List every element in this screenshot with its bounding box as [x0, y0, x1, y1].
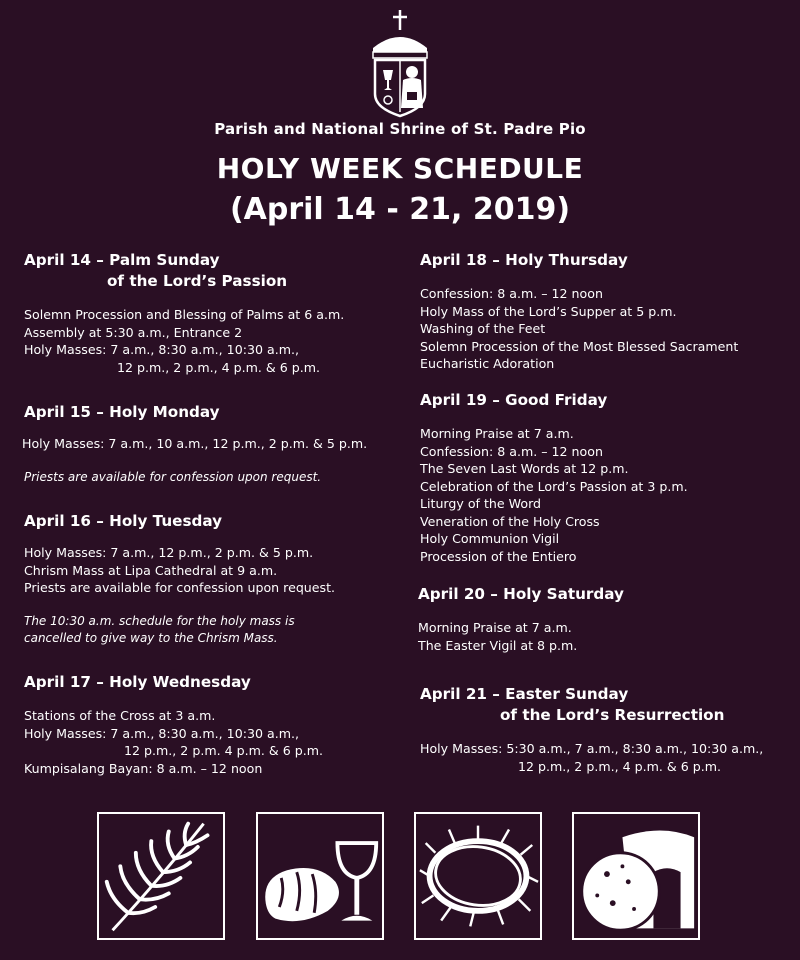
- day-april-21: [420, 684, 763, 775]
- schedule-line: Stations of the Cross at 3 a.m.: [24, 708, 216, 723]
- schedule-line: Solemn Procession of the Most Blessed Sacrament: [420, 338, 739, 354]
- schedule-line: 12 p.m., 2 p.m., 4 p.m. & 6 p.m.: [518, 758, 721, 774]
- schedule-line: Eucharistic Adoration: [420, 356, 555, 371]
- schedule-line: Holy Masses: 7 a.m., 12 p.m., 2 p.m. & 5 p.m.: [24, 545, 314, 560]
- crest-icon: [365, 8, 435, 118]
- schedule-line: 12 p.m., 2 p.m. 4 p.m. & 6 p.m.: [124, 743, 323, 758]
- crown-of-thorns-icon: [414, 812, 542, 940]
- heading-line: of the Lord’s Passion: [107, 272, 288, 290]
- schedule-line: Celebration of the Lord’s Passion at 3 p.m.: [420, 478, 688, 494]
- schedule-line: Confession: 8 a.m. – 12 noon: [420, 443, 603, 459]
- schedule-line: Kumpisalang Bayan: 8 a.m. – 12 noon: [24, 760, 263, 776]
- schedule-line: Morning Praise at 7 a.m.: [418, 620, 572, 635]
- empty-tomb-icon: [572, 812, 700, 940]
- day-april-19: [420, 390, 688, 565]
- schedule-note: The 10:30 a.m. schedule for the holy mass is: [24, 613, 295, 628]
- schedule-line: The Easter Vigil at 8 p.m.: [418, 637, 578, 653]
- schedule-line: Solemn Procession and Blessing of Palms at 6 a.m.: [24, 307, 345, 322]
- schedule-line: The Seven Last Words at 12 p.m.: [420, 461, 629, 476]
- holy-week-icons: [0, 812, 800, 952]
- schedule-line: Veneration of the Holy Cross: [420, 513, 600, 529]
- page-title: HOLY WEEK SCHEDULE: [216, 152, 584, 185]
- day-april-15: [24, 402, 367, 486]
- parish-crest-logo: [365, 8, 435, 118]
- schedule-line: Washing of the Feet: [420, 321, 546, 336]
- heading-line: of the Lord’s Resurrection: [500, 706, 725, 724]
- schedule-line: Chrism Mass at Lipa Cathedral at 9 a.m.: [24, 562, 278, 578]
- shrine-name: Parish and National Shrine of St. Padre Pio: [214, 120, 586, 138]
- schedule-line: Holy Communion Vigil: [420, 531, 560, 546]
- schedule-line: Procession of the Entiero: [420, 548, 577, 564]
- bread-and-chalice-icon: [256, 812, 384, 940]
- day-april-20: [418, 584, 624, 654]
- day-heading: April 20 – Holy Saturday: [418, 585, 624, 603]
- heading-line: April 14 – Palm Sunday: [24, 251, 220, 269]
- schedule-line: Morning Praise at 7 a.m.: [420, 426, 574, 441]
- day-april-18: [420, 250, 738, 373]
- schedule-line: Holy Masses: 5:30 a.m., 7 a.m., 8:30 a.m., 10:30 a.m.,: [420, 741, 764, 756]
- schedule-line: Liturgy of the Word: [420, 496, 542, 511]
- schedule-note: cancelled to give way to the Chrism Mass.: [24, 631, 278, 645]
- day-april-16: [24, 511, 335, 648]
- day-heading: April 16 – Holy Tuesday: [24, 512, 223, 530]
- day-heading: April 17 – Holy Wednesday: [24, 673, 251, 691]
- heading-line: April 21 – Easter Sunday: [420, 685, 629, 703]
- day-april-17: [24, 672, 323, 777]
- day-heading: [420, 684, 763, 726]
- day-heading: April 19 – Good Friday: [420, 391, 608, 409]
- schedule-line: Confession: 8 a.m. – 12 noon: [420, 286, 603, 301]
- schedule-line: Assembly at 5:30 a.m., Entrance 2: [24, 324, 243, 340]
- schedule-line: Priests are available for confession upon request.: [24, 580, 336, 595]
- date-range: (April 14 - 21, 2019): [229, 192, 571, 227]
- schedule-line: Holy Mass of the Lord’s Supper at 5 p.m.: [420, 303, 677, 319]
- day-april-14: [24, 250, 344, 376]
- palm-branch-icon: [97, 812, 225, 940]
- schedule-line: 12 p.m., 2 p.m., 4 p.m. & 6 p.m.: [117, 359, 320, 375]
- schedule-line: Holy Masses: 7 a.m., 10 a.m., 12 p.m., 2 p.m. & 5 p.m.: [22, 436, 368, 451]
- schedule-note: Priests are available for confession upon request.: [24, 469, 322, 484]
- day-heading: [24, 250, 344, 292]
- day-heading: April 15 – Holy Monday: [24, 403, 220, 421]
- day-heading: April 18 – Holy Thursday: [420, 251, 628, 269]
- schedule-line: Holy Masses: 7 a.m., 8:30 a.m., 10:30 a.m.,: [24, 342, 299, 357]
- schedule-line: Holy Masses: 7 a.m., 8:30 a.m., 10:30 a.m.,: [24, 725, 299, 741]
